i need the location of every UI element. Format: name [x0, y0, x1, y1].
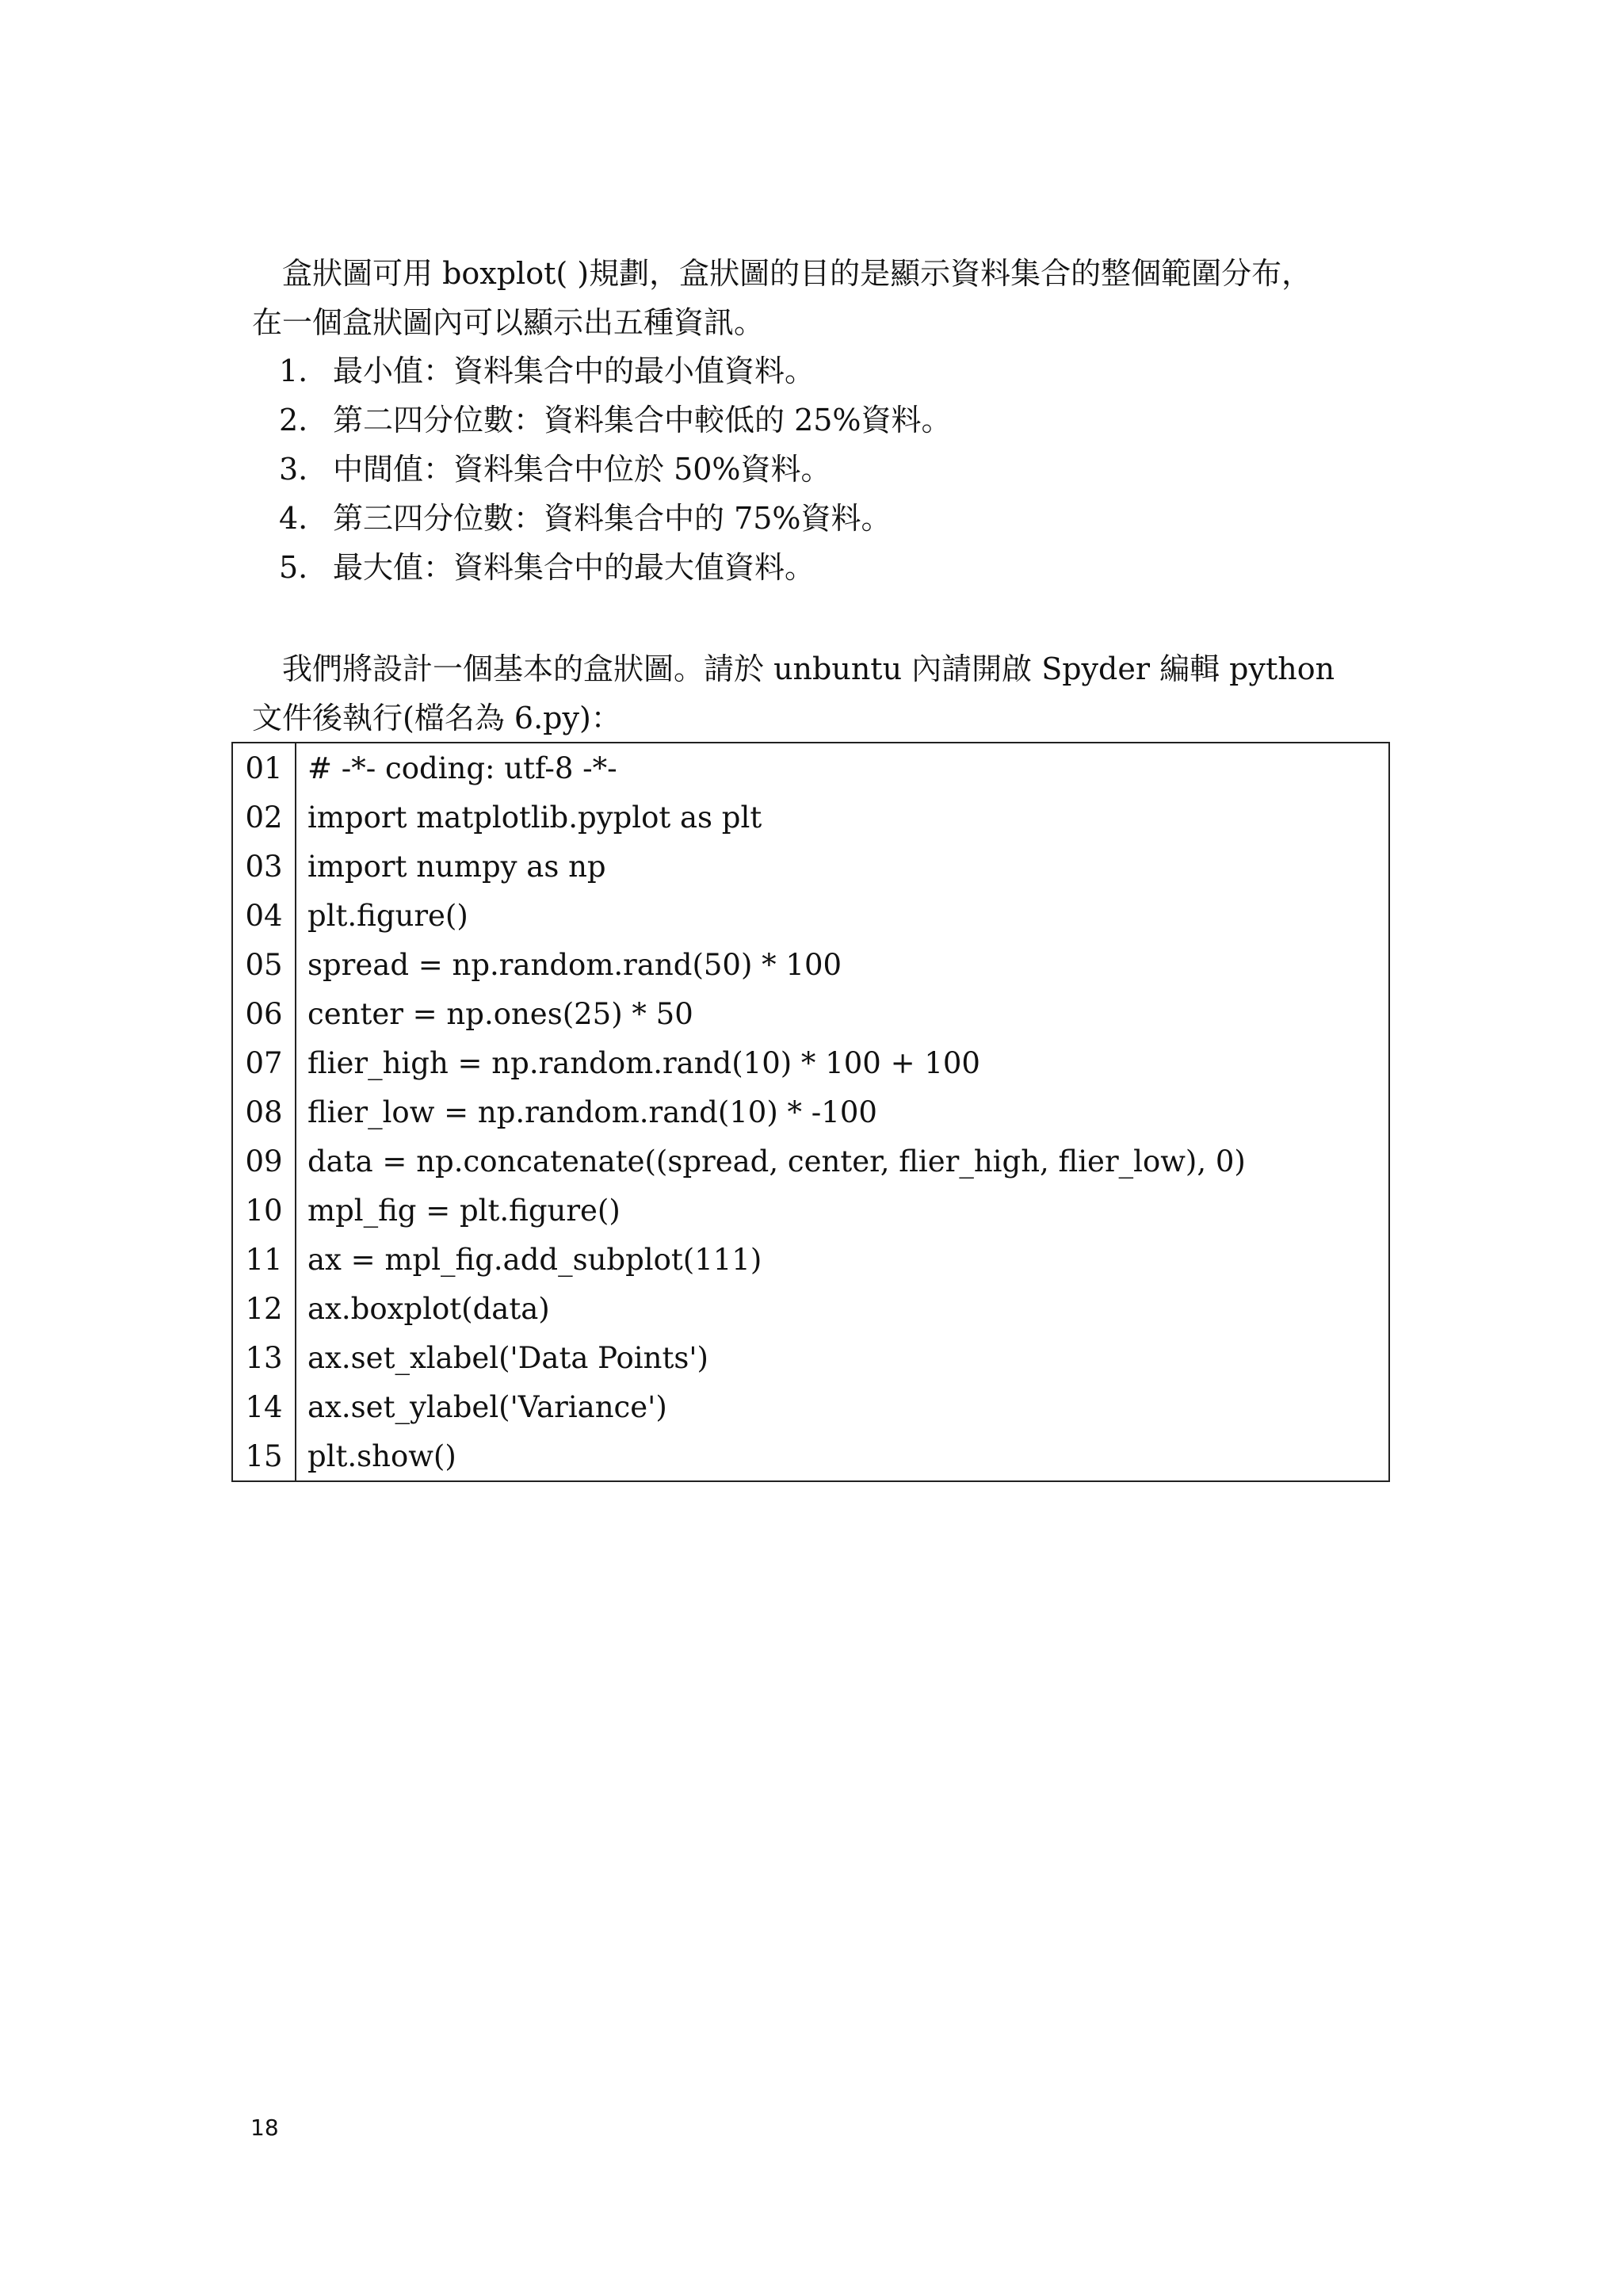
list-item [279, 346, 952, 395]
code-line-text: import numpy as np [307, 849, 606, 884]
code-row [233, 1382, 1388, 1431]
code-line-text: flier_low = np.random.rand(10) * -100 [307, 1095, 877, 1129]
list-item-number: 4. [279, 501, 308, 536]
code-row [233, 940, 1388, 989]
code-line-text: center = np.ones(25) * 50 [307, 996, 693, 1031]
instruction-line-1: 我們將設計一個基本的盒狀圖。請於 unbuntu 內請開啟 Spyder 編輯 python [282, 651, 1335, 686]
info-list [279, 346, 952, 592]
intro-line-2: 在一個盒狀圖內可以顯示出五種資訊。 [252, 305, 765, 340]
code-line-number: 01 [233, 743, 296, 793]
code-line-number: 10 [233, 1186, 296, 1235]
code-line-text: ax.set_xlabel('Data Points') [307, 1340, 708, 1375]
instruction-line-2: 文件後執行(檔名為 6.py)： [252, 701, 621, 735]
list-item-text: 第三四分位數：資料集合中的 75%資料。 [333, 501, 892, 536]
list-item-text: 第二四分位數：資料集合中較低的 25%資料。 [333, 403, 952, 437]
code-line-text: mpl_fig = plt.figure() [307, 1193, 621, 1228]
code-line-text: # -*- coding: utf-8 -*- [307, 751, 617, 785]
code-line-text: flier_high = np.random.rand(10) * 100 + 100 [307, 1045, 980, 1080]
code-row [233, 793, 1388, 842]
code-row [233, 891, 1388, 940]
code-line-number: 04 [233, 891, 296, 940]
code-line-number: 12 [233, 1284, 296, 1333]
code-line-number: 08 [233, 1087, 296, 1137]
list-item-text: 中間值：資料集合中位於 50%資料。 [333, 452, 831, 487]
list-item [279, 395, 952, 445]
code-row [233, 1137, 1388, 1186]
list-item-number: 5. [279, 550, 308, 585]
list-item-number: 3. [279, 452, 308, 487]
code-line-number: 14 [233, 1382, 296, 1431]
code-line-number: 05 [233, 940, 296, 989]
code-line-text: ax = mpl_fig.add_subplot(111) [307, 1242, 762, 1277]
code-row [233, 1186, 1388, 1235]
code-row [233, 989, 1388, 1038]
code-line-text: plt.figure() [307, 898, 468, 933]
code-row [233, 1087, 1388, 1137]
code-row [233, 1038, 1388, 1087]
list-item-number: 1. [279, 353, 308, 388]
list-item-number: 2. [279, 403, 308, 437]
list-item-text: 最小值：資料集合中的最小值資料。 [333, 353, 815, 388]
instruction-paragraph [252, 644, 1393, 743]
code-line-number: 07 [233, 1038, 296, 1087]
code-line-text: ax.set_ylabel('Variance') [307, 1389, 667, 1424]
code-line-number: 03 [233, 842, 296, 891]
code-line-text: import matplotlib.pyplot as plt [307, 800, 762, 835]
code-line-text: spread = np.random.rand(50) * 100 [307, 947, 842, 982]
code-table [233, 743, 1388, 1480]
intro-paragraph [252, 249, 1393, 347]
code-row [233, 743, 1388, 793]
code-line-number: 06 [233, 989, 296, 1038]
code-row [233, 1431, 1388, 1480]
code-line-number: 11 [233, 1235, 296, 1284]
list-item [279, 543, 952, 592]
code-line-text: data = np.concatenate((spread, center, flier_high, flier_low), 0) [307, 1144, 1246, 1179]
page-number: 18 [250, 2115, 279, 2141]
code-line-number: 02 [233, 793, 296, 842]
code-line-text: plt.show() [307, 1438, 456, 1473]
list-item [279, 494, 952, 543]
code-row [233, 1333, 1388, 1382]
list-item [279, 445, 952, 494]
code-line-number: 09 [233, 1137, 296, 1186]
code-line-number: 15 [233, 1431, 296, 1480]
intro-line-1: 盒狀圖可用 boxplot( )規劃，盒狀圖的目的是顯示資料集合的整個範圍分布， [282, 256, 1312, 291]
list-item-text: 最大值：資料集合中的最大值資料。 [333, 550, 815, 585]
code-line-number: 13 [233, 1333, 296, 1382]
code-row [233, 1235, 1388, 1284]
code-line-text: ax.boxplot(data) [307, 1291, 550, 1326]
code-row [233, 1284, 1388, 1333]
code-listing [231, 742, 1390, 1482]
code-row [233, 842, 1388, 891]
